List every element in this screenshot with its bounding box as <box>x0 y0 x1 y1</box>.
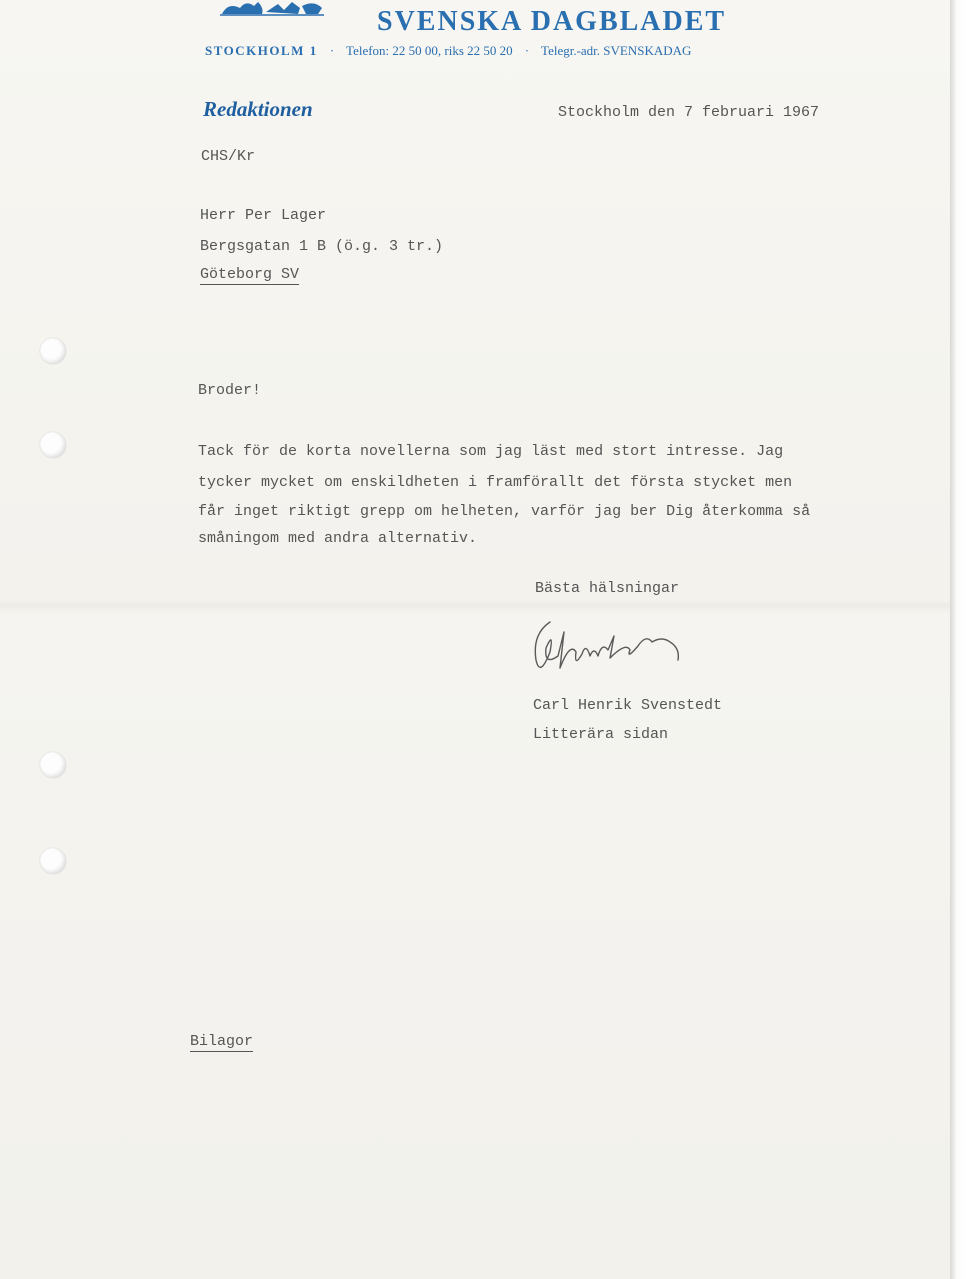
enclosures-label-text: Bilagor <box>190 1033 254 1050</box>
closing: Bästa hälsningar <box>535 580 680 597</box>
body-line: Tack för de korta novellerna som jag läst med stort intresse. Jag <box>198 443 784 460</box>
department-label: Redaktionen <box>203 97 313 121</box>
recipient-city <box>200 266 299 283</box>
paper-edge <box>950 0 967 1279</box>
newspaper-logo-icon <box>218 0 328 18</box>
letterhead-city: STOCKHOLM 1 <box>205 43 318 58</box>
letter-date: Stockholm den 7 februari 1967 <box>558 104 820 121</box>
letterhead-telegram: Telegr.-adr. SVENSKADAG <box>541 43 692 58</box>
body-line: småningom med andra alternativ. <box>198 530 478 547</box>
letterhead-phone: Telefon: 22 50 00, riks 22 50 20 <box>346 43 513 58</box>
punch-hole <box>40 338 66 364</box>
body-line: får inget riktigt grepp om helheten, varför jag ber Dig återkomma så <box>198 503 811 520</box>
punch-hole <box>40 432 66 458</box>
body-line: tycker mycket om enskildheten i framförallt det första stycket men <box>198 474 793 491</box>
recipient-street: Bergsgatan 1 B (ö.g. 3 tr.) <box>200 238 444 255</box>
punch-hole <box>40 848 66 874</box>
newspaper-masthead: SVENSKA DAGBLADET <box>377 6 727 37</box>
recipient-city-text: Göteborg SV <box>200 266 300 283</box>
separator-dot: · <box>329 43 335 58</box>
recipient-name: Herr Per Lager <box>200 207 327 224</box>
reference-code: CHS/Kr <box>201 148 256 165</box>
separator-dot: · <box>524 43 530 58</box>
punch-hole <box>40 752 66 778</box>
enclosures-label <box>190 1033 253 1050</box>
letterhead-contact-line <box>205 43 691 59</box>
signer-name: Carl Henrik Svenstedt <box>533 697 723 714</box>
handwritten-signature <box>530 612 700 684</box>
signer-title: Litterära sidan <box>533 726 669 743</box>
salutation: Broder! <box>198 382 262 399</box>
